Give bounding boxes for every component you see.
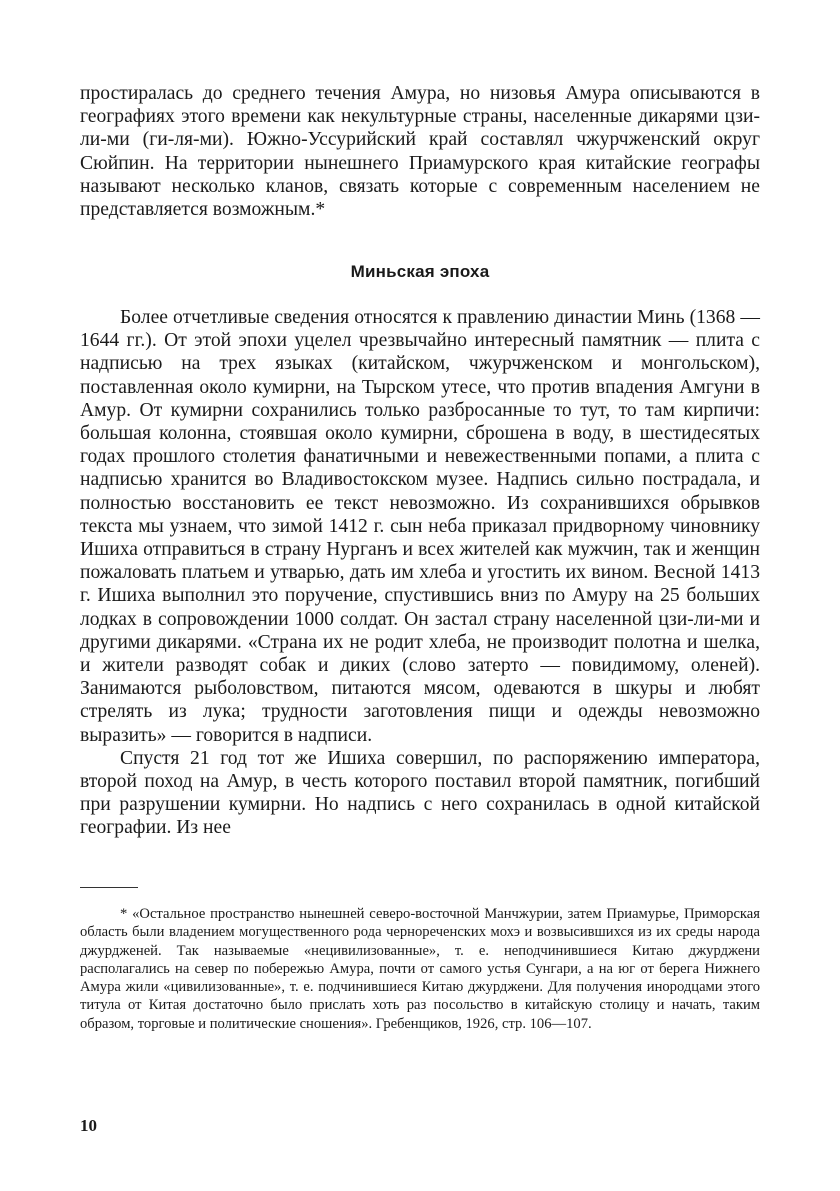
body-paragraph-2: Спустя 21 год тот же Ишиха совершил, по распоряжению императора, второй поход на Амур, в честь которого поставил второй памятник, погибший при разрушении кумирни. Но надпись с него сохранилась в одной китайской географии. Из нее bbox=[80, 747, 760, 839]
footnote-separator bbox=[80, 887, 138, 888]
main-text-block bbox=[80, 306, 760, 840]
section-heading: Миньская эпоха bbox=[350, 262, 490, 281]
intro-paragraph-block bbox=[80, 82, 760, 221]
footnote-text: * «Остальное пространство нынешней северо-восточной Манчжурии, затем Приамурье, Приморская область были владением могущественного рода черноречeнских мохэ и возвысившихся из их среды народа джурджeней. Так называемые «нецивилизованные», т. е. неподчинившиеся Китаю джурджени располагались на север по побережью Амура, почти от самого устья Сунгари, а на юг от берега Нижнего Амура жили «цивилизованные», т. е. подчинившиеся Китаю джурджени. Для получения инородцами этого титула от Китая достаточно было прислать хоть раз посольство в китайскую столицу и начать, таким образом, торговые и политические сношения». Гребенщиков, 1926, стр. 106—107. bbox=[80, 906, 760, 1032]
body-paragraph-1: Более отчетливые сведения относятся к правлению династии Минь (1368 — 1644 гг.). От этой эпохи уцелел чрезвычайно интересный памятник — плита с надписью на трех языках (китайском, чжурчженском и монгольском), поставленная около кумирни, на Тырском утесе, что против впадения Амгуни в Амур. От кумирни сохранились только разбросанные то тут, то там кирпичи: большая колонна, стоявшая около кумирни, сброшена в воду, в шестидесятых годах прошлого столетия фанатичными и невежественными попами, а плита с надписью хранится во Владивостокском музее. Надпись сильно пострадала, и полностью восстановить ее текст невозможно. Из сохранившихся обрывков текста мы узнаем, что зимой 1412 г. сын неба приказал придворному чиновнику Ишиха отправиться в страну Нурганъ и всех жителей как мужчин, так и женщин пожаловать платьем и утварью, дать им хлеба и угостить их вином. Весной 1413 г. Ишиха выполнил это поручение, спустившись вниз по Амуру на 25 больших лодках в сопровождении 1000 солдат. Он застал страну населенной цзи-ли-ми и другими дикарями. «Страна их не родит хлеба, не производит полотна и шелка, и жители разводят собак и диких (слово затерто — повидимому, оленей). Занимаются рыболовством, питаются мясом, одеваются в шкуры и любят стрелять из лука; трудности заготовления пищи и одежды невозможно выразить» — говорится в надписи. bbox=[80, 307, 760, 746]
intro-paragraph: простиралась до среднего течения Амура, но низовья Амура описываются в географиях этого времени как некультурные страны, населенные дикарями цзи-ли-ми (ги-ля-ми). Южно-Уссурийский край составлял чжурчженский округ Сюйпин. На территории нынешнего Приамурского края китайские географы называют несколько кланов, связать которые с современным населением не представляется возможным.* bbox=[80, 83, 760, 221]
page-number: 10 bbox=[80, 1116, 97, 1135]
footnote-block bbox=[80, 905, 760, 1033]
